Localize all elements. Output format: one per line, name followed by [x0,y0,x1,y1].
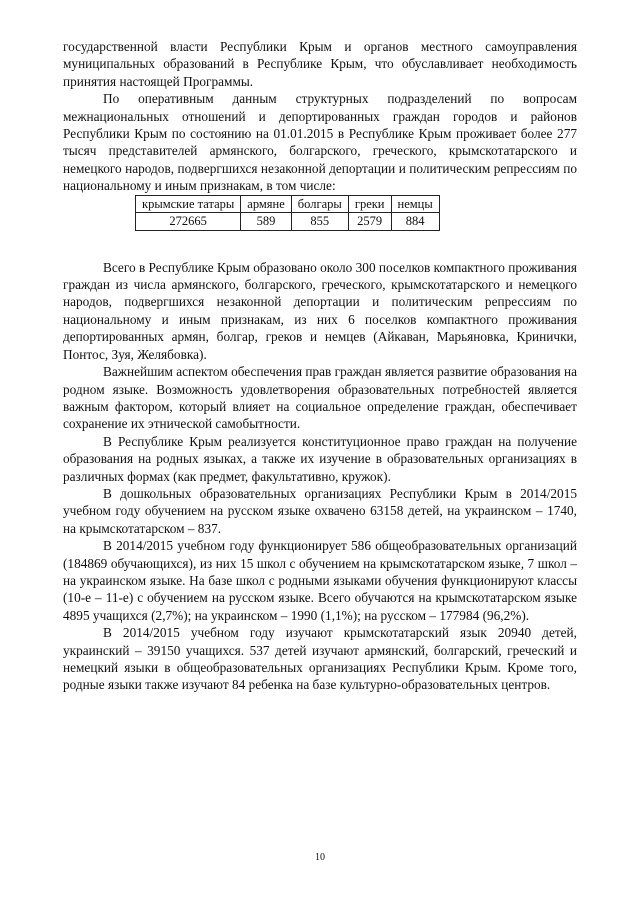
table-cell: 2579 [348,213,391,231]
spacer [63,231,577,259]
paragraph-constitutional-right: В Республике Крым реализуется конституционное право граждан на получение образования на родных языках, а также их изучение в образовательных организациях в различных формах (как предмет, факультативно, кружок). [63,433,577,484]
table-header-cell: армяне [241,195,292,213]
paragraph-language-study: В 2014/2015 учебном году изучают крымскотатарский язык 20940 детей, украинский – 39150 учащихся. 537 детей изучают армянский, болгарский, греческий и немецкий языки в общеобразовательных организациях Республики Крым. Кроме того, родные языки также изучают 84 ребенка на базе культурно-образовательных центров. [63,625,577,693]
paragraph-schools: В 2014/2015 учебном году функционирует 586 общеобразовательных организаций (184869 обучающихся), из них 15 школ с обучением на крымскотатарском языке, 7 школ – на украинском языке. На базе школ с родными языками обучения функционируют классы (10-е – 11-е) с обучением на русском языке. Всего обучаются на крымскотатарском языке 4895 учащихся (2,7%); на украинском – 1990 (1,1%); на русском – 177984 (96,2%). [63,538,577,623]
table-header-row [136,195,440,213]
table-header-cell: крымские татары [136,195,241,213]
table-header-cell: немцы [391,195,439,213]
table-header-cell: греки [348,195,391,213]
paragraph-settlements: Всего в Республике Крым образовано около 300 поселков компактного проживания граждан из числа армянского, болгарского, греческого, крымскотатарского и немецкого народов, подвергшихся незаконной депортации и политическим репрессиям по национальному и иным признакам, из них 6 поселков компактного проживания депортированных армян, болгар, греков и немцев (Айкаван, Марьяновка, Кринички, Понтос, Зуя, Желябовка). [63,259,577,362]
population-table [135,195,440,231]
table-header-cell: болгары [291,195,348,213]
document-body [63,38,577,694]
table-cell: 272665 [136,213,241,231]
table-cell: 855 [291,213,348,231]
table-cell: 589 [241,213,292,231]
table-row [136,213,440,231]
paragraph-education-aspect: Важнейшим аспектом обеспечения прав граждан является развитие образования на родном языке. Возможность удовлетворения образовательных потребностей является важным фактором, который влияет на социальное определение граждан, обеспечивает сохранение их этнической самобытности. [63,364,577,432]
page-number: 10 [315,852,325,863]
paragraph-continued: государственной власти Республики Крым и органов местного самоуправления муниципальных образований в Республике Крым, что обуславливает необходимость принятия настоящей Программы. [63,39,577,89]
paragraph-preschool: В дошкольных образовательных организациях Республики Крым в 2014/2015 учебном году обучением на русском языке охвачено 63158 детей, на украинском – 1740, на крымскотатарском – 837. [63,485,577,536]
paragraph-population-intro: По оперативным данным структурных подразделений по вопросам межнациональных отношений и депортированных граждан городов и районов Республики Крым по состоянию на 01.01.2015 в Республике Крым проживает более 277 тысяч представителей армянского, болгарского, греческого, крымскотатарского и немецкого народов, подвергшихся незаконной депортации и политическим репрессиям по национальному и иным признакам, в том числе: [63,91,577,194]
table-cell: 884 [391,213,439,231]
